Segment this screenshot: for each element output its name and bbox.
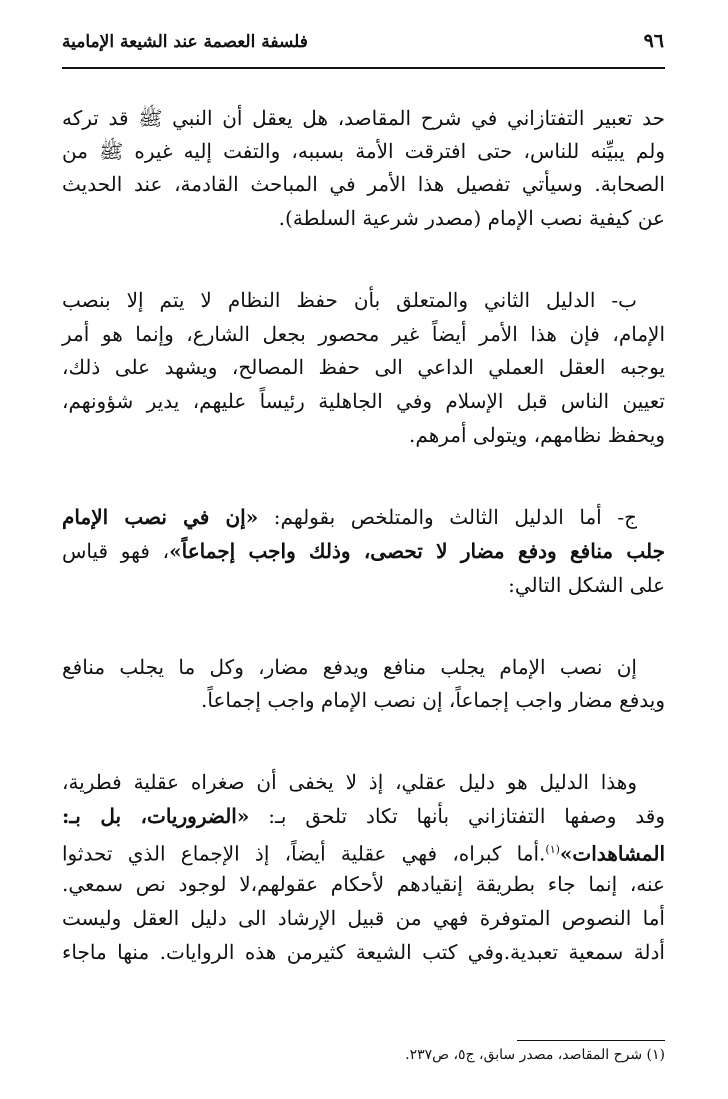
footnote-rule bbox=[517, 1040, 665, 1041]
text-segment: .أما كبراه، فهي عقلية أيضاً، إذ الإجماع الذي تحدثوا bbox=[62, 841, 546, 866]
running-header-title: فلسفة العصمة عند الشيعة الإمامية bbox=[62, 32, 308, 52]
text-segment: ويدفع مضار واجب إجماعاً، إن نصب الإمام واجب إجماعاً. bbox=[201, 688, 665, 712]
text-line bbox=[62, 767, 665, 797]
text-segment: تعيين الناس قبل الإسلام وفي الجاهلية رئيساً عليهم، يدير شؤونهم، bbox=[62, 389, 665, 413]
text-line bbox=[62, 319, 665, 349]
text-segment: يوجبه العقل العملي الداعي الى حفظ المصالح، ويشهد على ذلك، bbox=[62, 355, 665, 379]
text-line bbox=[62, 937, 665, 967]
text-segment: إن نصب الإمام يجلب منافع ويدفع مضار، وكل ما يجلب منافع bbox=[62, 655, 637, 679]
bold-quote: المشاهدات» bbox=[559, 841, 665, 866]
text-line bbox=[62, 835, 665, 869]
text-segment: الصحابة. وسيأتي تفصيل هذا الأمر في المباحث القادمة، عند الحديث bbox=[62, 172, 665, 196]
text-segment: ويحفظ نظامهم، ويتولى أمرهم. bbox=[409, 423, 665, 447]
text-line bbox=[62, 570, 665, 600]
text-segment: وقد وصفها التفتازاني بأنها تكاد تلحق بـ: bbox=[249, 804, 665, 828]
bold-quote: «الضروريات، بل بـ: bbox=[62, 804, 250, 828]
footnote: (١) شرح المقاصد، مصدر سابق، ج٥، ص٢٣٧. bbox=[405, 1047, 665, 1063]
text-segment: عنه، إنما جاء بطريقة إنقيادهم لأحكام عقولهم،لا لوجود نص سمعي. bbox=[62, 872, 665, 896]
text-line bbox=[62, 502, 665, 532]
text-line bbox=[62, 352, 665, 382]
text-line bbox=[62, 652, 665, 682]
text-line bbox=[62, 685, 665, 715]
header-rule bbox=[62, 67, 665, 69]
text-line bbox=[62, 869, 665, 899]
text-line bbox=[62, 136, 665, 166]
text-segment: عن كيفية نصب الإمام (مصدر شرعية السلطة). bbox=[278, 206, 665, 230]
text-segment: أدلة سمعية تعبدية.وفي كتب الشيعة كثيرمن هذه الروايات. منها ماجاء bbox=[62, 940, 665, 964]
text-line bbox=[62, 285, 665, 315]
footnote-reference[interactable]: (١) bbox=[545, 843, 560, 856]
bold-quote: جلب منافع ودفع مضار لا تحصى، وذلك واجب إجماعاً» bbox=[169, 539, 666, 563]
text-line bbox=[62, 801, 665, 831]
bold-quote: «إن في نصب الإمام bbox=[62, 505, 259, 529]
text-line bbox=[62, 420, 665, 450]
text-segment: على الشكل التالي: bbox=[508, 573, 665, 597]
text-segment: ب- الدليل الثاني والمتعلق بأن حفظ النظام لا يتم إلا بنصب bbox=[62, 288, 637, 312]
text-line bbox=[62, 169, 665, 199]
text-line bbox=[62, 536, 665, 566]
text-line bbox=[62, 386, 665, 416]
text-line bbox=[62, 203, 665, 233]
text-segment: الإمام، فإن هذا الأمر أيضاً غير محصور بجعل الشارع، وإنما هو أمر bbox=[62, 322, 665, 346]
text-line bbox=[62, 103, 665, 133]
text-segment: ج- أما الدليل الثالث والمتلخص بقولهم: bbox=[258, 505, 637, 529]
text-segment: ولم يبيِّنه للناس، حتى افترقت الأمة بسببه، والتفت إليه غيره ﷺ من bbox=[62, 139, 665, 163]
text-segment: حد تعبير التفتازاني في شرح المقاصد، هل يعقل أن النبي ﷺ قد تركه bbox=[62, 106, 665, 130]
text-segment: ، فهو قياس bbox=[62, 539, 170, 563]
text-line bbox=[62, 903, 665, 933]
text-segment: أما النصوص المتوفرة فهي من قبيل الإرشاد الى دليل العقل وليست bbox=[62, 906, 665, 930]
page-number: ٩٦ bbox=[643, 30, 664, 52]
text-segment: وهذا الدليل هو دليل عقلي، إذ لا يخفى أن صغراه عقلية فطرية، bbox=[62, 770, 637, 794]
